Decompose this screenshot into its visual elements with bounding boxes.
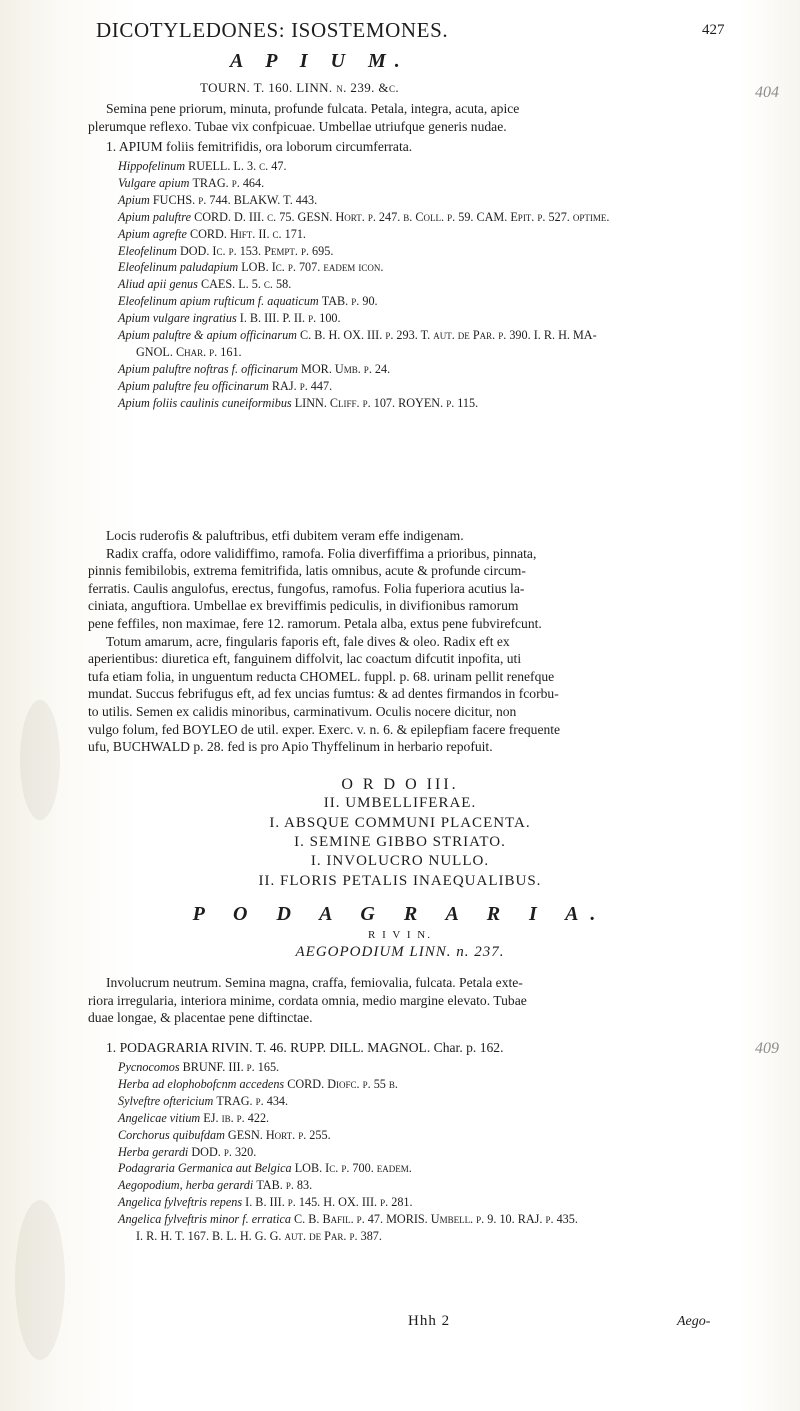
- text-line: aperientibus: diuretica eft, fanguinem diffolvit, lac coactum difcutit inpofita, uti: [88, 651, 522, 667]
- synonym-reference: I. B. III. P. II. p. 100.: [239, 311, 341, 326]
- synonym-name: Apium agrefte: [118, 226, 187, 241]
- synonym-reference: CORD. Hift. II. c. 171.: [189, 226, 306, 241]
- synonym-reference: DOD. Ic. p. 153. Pempt. p. 695.: [179, 243, 334, 258]
- synonym-name: Eleofelinum: [118, 243, 177, 258]
- synonym-entry: [118, 1127, 578, 1144]
- synonym-reference: RUELL. L. 3. c. 47.: [188, 159, 287, 173]
- text-line: vulgo folum, fed BOYLEO de util. exper. Exerc. v. n. 6. & epilepfiam facere frequente: [88, 721, 561, 737]
- synonym-reference: I. R. H. T. 167. B. L. H. G. G. aut. de Par. p. 387.: [136, 1229, 382, 1244]
- text-line: duae longae, & placentae pene diftinctae.: [88, 1010, 313, 1026]
- synonym-name: Apium paluftre noftras f. officinarum: [118, 361, 298, 376]
- synonym-entry: [118, 226, 609, 243]
- text-line: to utilis. Semen ex calidis minoribus, carminativum. Oculis nocere dicitur, non: [88, 703, 517, 719]
- running-head: DICOTYLEDONES: ISOSTEMONES.: [96, 18, 449, 42]
- synonym-name: Apium foliis caulinis cuneiformibus: [118, 395, 292, 410]
- genus-title-apium: A P I U M.: [230, 50, 409, 72]
- synonym-reference: DOD. p. 320.: [191, 1144, 257, 1159]
- synonym-name: Podagraria Germanica aut Belgica: [118, 1161, 292, 1176]
- text-line: mundat. Succus febrifugus eft, ad fex uncias fumtus: & ad dentes firmandos in fcorbu-: [88, 686, 559, 702]
- synonym-entry: [118, 259, 609, 276]
- synonym-reference: TRAG. p. 464.: [192, 175, 265, 190]
- apium-synonym-list: [118, 158, 609, 412]
- genus-author-podagraria: R I V I N.: [368, 929, 432, 941]
- text-line: Involucrum neutrum. Semina magna, craffa, femiovalia, fulcata. Petala exte-: [106, 975, 523, 990]
- synonym-entry: [118, 276, 609, 293]
- text-line: pinnis femibilobis, extrema femitrifida, latis omnibus, acute & profunde circum-: [88, 563, 526, 579]
- synonym-name: Angelica fylveftris repens: [118, 1195, 243, 1210]
- text-line: ferratis. Caulis angulofus, erectus, fungofus, ramofus. Folia fuperiora acutius la-: [88, 580, 525, 596]
- synonym-entry: [118, 395, 609, 412]
- synonym-entry: [118, 1160, 578, 1177]
- synonym-name: Hippofelinum: [118, 159, 186, 173]
- species-podagraria-1: 1. PODAGRARIA RIVIN. T. 46. RUPP. DILL. MAGNOL. Char. p. 162.: [106, 1040, 504, 1055]
- synonym-entry: [118, 1110, 578, 1127]
- synonym-name: Angelicae vitium: [118, 1110, 201, 1125]
- synonym-entry: [118, 1177, 578, 1194]
- margin-annotation: 409: [755, 1040, 779, 1057]
- synonym-entry: [118, 175, 609, 192]
- synonym-entry: [118, 1144, 578, 1161]
- section-heading: I. SEMINE GIBBO STRIATO.: [294, 834, 506, 850]
- text-line: riora irregularia, interiora minime, cordata omnia, medio margine elevato. Tubae: [88, 992, 527, 1008]
- text-line: ciniata, anguftiora. Umbellae ex breviffimis pediculis, in divifionibus ramorum: [88, 598, 519, 614]
- synonym-entry: [118, 158, 609, 175]
- genus-alternate-name: AEGOPODIUM LINN. n. 237.: [295, 944, 505, 960]
- synonym-entry: [118, 1093, 578, 1110]
- paper-stain: [15, 1200, 65, 1360]
- synonym-reference: FUCHS. p. 744. BLAKW. T. 443.: [152, 192, 318, 207]
- text-line: plerumque reflexo. Tubae vix confpicuae. Umbellae utriufque generis nudae.: [88, 118, 507, 134]
- synonym-reference: LINN. Cliff. p. 107. ROYEN. p. 115.: [294, 395, 479, 410]
- synonym-entry: [118, 327, 609, 344]
- section-heading: I. ABSQUE COMMUNI PLACENTA.: [269, 815, 531, 831]
- synonym-name: Herba ad elophobofcnm accedens: [118, 1076, 285, 1091]
- synonym-entry: [118, 1211, 578, 1228]
- margin-annotation: 404: [755, 84, 779, 101]
- synonym-entry: [118, 1194, 578, 1211]
- text-line: Semina pene priorum, minuta, profunde fulcata. Petala, integra, acuta, apice: [106, 101, 520, 116]
- synonym-entry: [118, 1076, 578, 1093]
- synonym-reference: TAB. p. 90.: [321, 294, 378, 309]
- synonym-entry: [118, 361, 609, 378]
- synonym-name: Apium paluftre & apium officinarum: [118, 328, 297, 343]
- text-line: tufa etiam folia, in unguentum reducta CHOMEL. fuppl. p. 68. urinam pellit renefque: [88, 668, 555, 684]
- section-heading: I. INVOLUCRO NULLO.: [310, 853, 490, 869]
- section-heading: II. FLORIS PETALIS INAEQUALIBUS.: [258, 873, 542, 889]
- apium-description: [88, 100, 728, 135]
- synonym-entry: [118, 243, 609, 260]
- synonym-entry: [118, 192, 609, 209]
- synonym-entry: [118, 1059, 578, 1076]
- text-line: Locis ruderofis & paluftribus, etfi dubitem veram effe indigenam.: [106, 528, 464, 543]
- synonym-name: Pycnocomos: [118, 1060, 180, 1074]
- page-number: 427: [702, 22, 725, 38]
- apium-habitat-and-uses: [88, 527, 728, 756]
- species-apium-1: 1. APIUM foliis femitrifidis, ora loborum circumferrata.: [106, 139, 413, 154]
- synonym-name: Apium vulgare ingratius: [118, 311, 237, 326]
- synonym-name: Apium paluftre: [118, 209, 192, 224]
- text-line: ufu, BUCHWALD p. 28. fed is pro Apio Thyffelinum in herbario repofuit.: [88, 739, 493, 755]
- synonym-reference: EJ. ib. p. 422.: [203, 1110, 270, 1125]
- synonym-name: Aliud apii genus: [118, 277, 198, 292]
- synonym-name: Aegopodium, herba gerardi: [118, 1178, 254, 1193]
- synonym-entry: [118, 1228, 578, 1245]
- catchword: Aego-: [677, 1314, 711, 1329]
- synonym-reference: I. B. III. p. 145. H. OX. III. p. 281.: [245, 1195, 413, 1210]
- podagraria-description: [88, 974, 728, 1027]
- synonym-name: Sylveftre oftericium: [118, 1093, 214, 1108]
- synonym-name: Vulgare apium: [118, 175, 190, 190]
- synonym-reference: TRAG. p. 434.: [216, 1093, 289, 1108]
- text-line: Totum amarum, acre, fingularis faporis eft, fale dives & oleo. Radix eft ex: [106, 633, 510, 649]
- classis-heading: II. UMBELLIFERAE.: [323, 795, 477, 811]
- synonym-reference: C. B. H. OX. III. p. 293. T. aut. de Par. p. 390. I. R. H. MA-: [300, 328, 597, 343]
- synonym-reference: GESN. Hort. p. 255.: [227, 1127, 331, 1142]
- synonym-reference: BRUNF. III. p. 165.: [182, 1060, 280, 1074]
- synonym-name: Apium: [118, 192, 150, 207]
- synonym-name: Angelica fylveftris minor f. erratica: [118, 1212, 291, 1227]
- synonym-entry: [118, 209, 609, 226]
- synonym-entry: [118, 293, 609, 310]
- synonym-reference: TAB. p. 83.: [256, 1178, 313, 1193]
- synonym-reference: GNOL. Char. p. 161.: [136, 344, 242, 359]
- synonym-reference: CORD. D. III. c. 75. GESN. Hort. p. 247. b. Coll. p. 59. CAM. Epit. p. 527. optime.: [194, 209, 610, 224]
- synonym-reference: CORD. Diofc. p. 55 b.: [287, 1076, 398, 1091]
- synonym-reference: MOR. Umb. p. 24.: [301, 361, 391, 376]
- podagraria-synonym-list: [118, 1059, 578, 1245]
- synonym-reference: CAES. L. 5. c. 58.: [200, 277, 292, 292]
- text-line: Radix craffa, odore validiffimo, ramofa. Folia diverfiffima a prioribus, pinnata,: [106, 545, 537, 561]
- synonym-entry: [118, 310, 609, 327]
- synonym-reference: RAJ. p. 447.: [271, 378, 333, 393]
- signature-mark: Hhh 2: [408, 1313, 451, 1329]
- synonym-name: Eleofelinum apium rufticum f. aquaticum: [118, 294, 319, 309]
- text-line: pene feffiles, non maximae, fere 12. ramorum. Petala alba, extus pene fubvirefcunt.: [88, 615, 542, 631]
- synonym-reference: LOB. Ic. p. 700. eadem.: [294, 1161, 412, 1176]
- genus-references-apium: TOURN. T. 160. LINN. n. 239. &c.: [200, 80, 399, 95]
- ordo-heading: O R D O III.: [341, 776, 459, 793]
- synonym-reference: C. B. Bafil. p. 47. MORIS. Umbell. p. 9. 10. RAJ. p. 435.: [294, 1212, 578, 1227]
- synonym-entry: [118, 378, 609, 395]
- synonym-name: Corchorus quibufdam: [118, 1127, 225, 1142]
- synonym-reference: LOB. Ic. p. 707. eadem icon.: [241, 260, 384, 275]
- synonym-entry: [118, 344, 609, 361]
- synonym-name: Herba gerardi: [118, 1144, 189, 1159]
- synonym-name: Eleofelinum paludapium: [118, 260, 239, 275]
- synonym-name: Apium paluftre feu officinarum: [118, 378, 269, 393]
- genus-title-podagraria: P O D A G R A R I A.: [192, 903, 608, 925]
